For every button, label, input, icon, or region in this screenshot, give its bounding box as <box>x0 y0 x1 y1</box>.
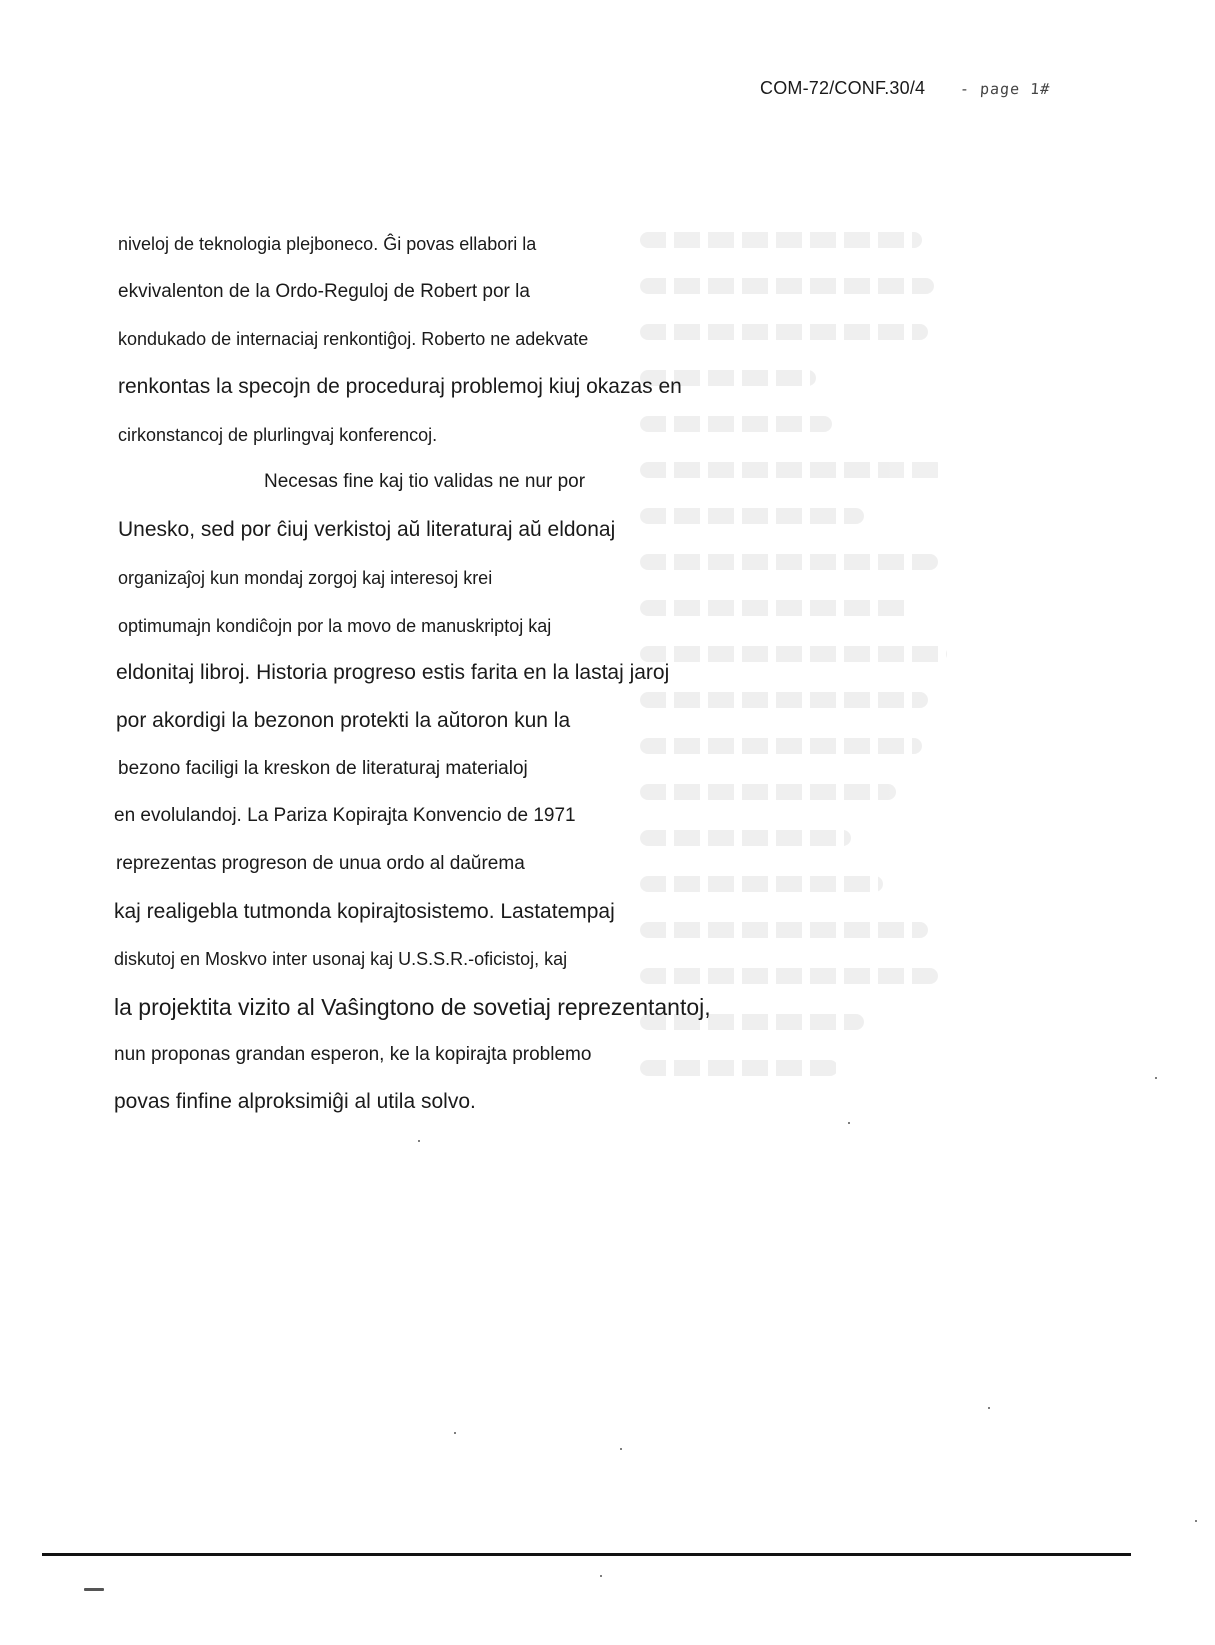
handwritten-page-note: - page 1# <box>959 80 1051 98</box>
body-line: la projektita vizito al Vaŝingtono de sovetiaj reprezentantoj, <box>114 994 711 1020</box>
body-line: niveloj de teknologia plejboneco. Ĝi povas ellabori la <box>118 234 537 254</box>
body-line: Necesas fine kaj tio validas ne nur por <box>264 471 586 493</box>
body-line: optimumajn kondiĉojn por la movo de manuskriptoj kaj <box>118 615 552 636</box>
body-line: nun proponas grandan esperon, ke la kopirajta problemo <box>114 1043 592 1065</box>
body-line: kaj realigebla tutmonda kopirajtosistemo. Lastatempaj <box>114 899 615 923</box>
body-line: en evolulandoj. La Pariza Kopirajta Konvencio de 1971 <box>114 805 576 827</box>
body-line: renkontas la specojn de proceduraj problemoj kiuj okazas en <box>118 375 682 399</box>
scan-speck <box>418 1140 420 1142</box>
body-line: kondukado de internaciaj renkontiĝoj. Roberto ne adekvate <box>118 329 589 350</box>
scan-speck <box>1155 1077 1157 1079</box>
scan-speck <box>988 1407 990 1409</box>
scan-speck <box>1195 1520 1197 1522</box>
scan-speck <box>620 1448 622 1450</box>
body-line: eldonitaj libroj. Historia progreso estis farita en la lastaj jaroj <box>116 661 670 685</box>
footer-rule <box>42 1553 1131 1556</box>
scan-speck <box>600 1575 602 1577</box>
scan-speck <box>454 1432 456 1434</box>
scan-speck <box>848 1122 850 1124</box>
body-text <box>114 232 818 1138</box>
body-line: diskutoj en Moskvo inter usonaj kaj U.S.S.R.-oficistoj, kaj <box>114 949 568 970</box>
body-line: povas finfine alproksimiĝi al utila solvo. <box>114 1090 476 1114</box>
body-line: reprezentas progreson de unua ordo al daŭrema <box>116 852 525 874</box>
body-line: ekvivalenton de la Ordo-Reguloj de Robert por la <box>118 280 530 302</box>
scan-speck <box>84 1588 104 1591</box>
document-reference: COM-72/CONF.30/4 <box>760 78 926 98</box>
body-line: por akordigi la bezonon protekti la aŭtoron kun la <box>116 708 571 732</box>
body-line: organizaĵoj kun mondaj zorgoj kaj interesoj krei <box>118 567 493 588</box>
body-line: Unesko, sed por ĉiuj verkistoj aŭ literaturaj aŭ eldonaj <box>118 518 616 542</box>
body-line: bezono faciligi la kreskon de literaturaj materialoj <box>118 757 528 779</box>
body-line: cirkonstancoj de plurlingvaj konferencoj. <box>118 424 438 445</box>
